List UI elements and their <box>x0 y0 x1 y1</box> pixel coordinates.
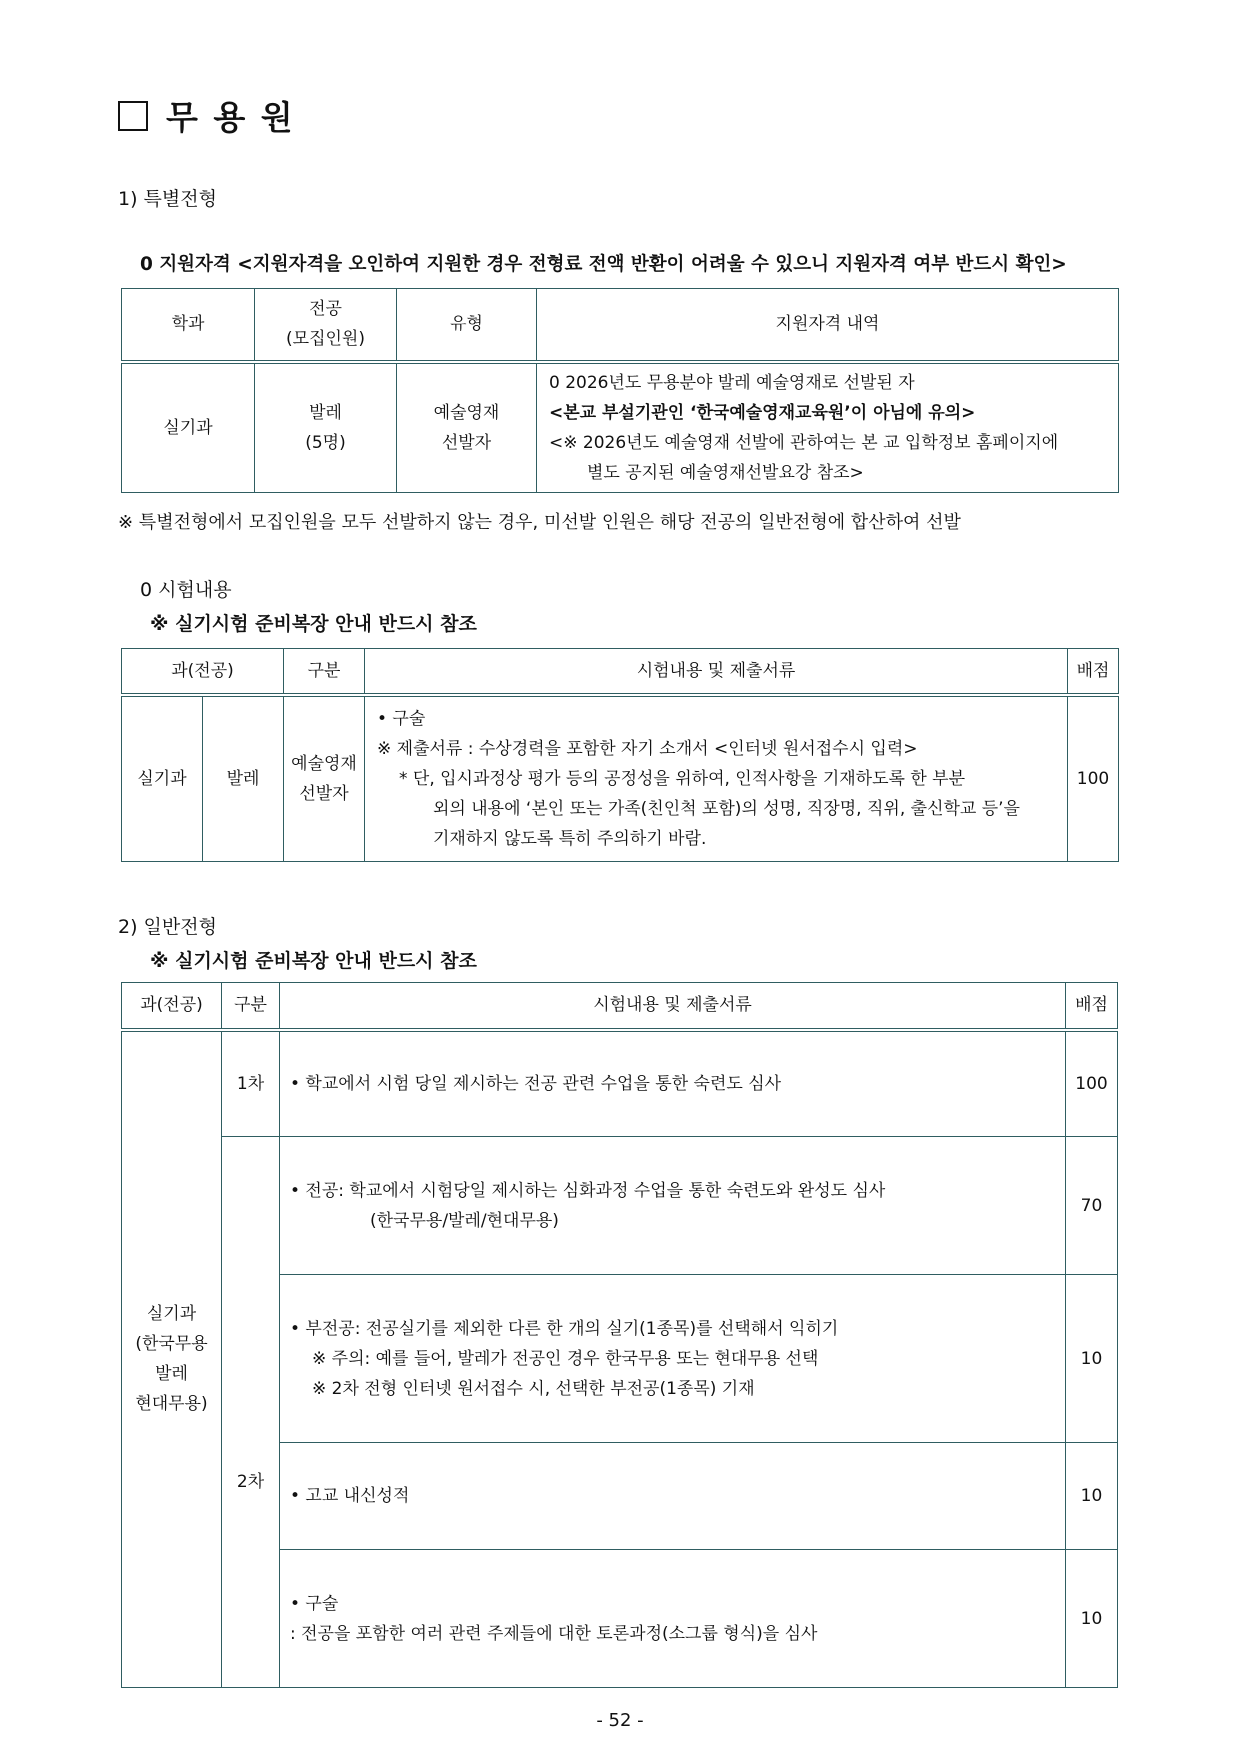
cell-dept: 실기과 (한국무용 발레 현대무용) <box>122 1030 222 1688</box>
content-line: • 구술 <box>290 1593 339 1614</box>
cell-content <box>365 695 1068 862</box>
cell-score: 100 <box>1068 695 1119 862</box>
header-category: 구분 <box>284 649 365 695</box>
header-dept: 학과 <box>122 289 255 362</box>
section1-heading: 1) 특별전형 <box>118 188 217 210</box>
cell-content <box>280 1275 1066 1443</box>
header-eligibility: 지원자격 내역 <box>537 289 1119 362</box>
table-row <box>122 695 1119 862</box>
cell-dept: 실기과 <box>122 695 203 862</box>
cell-score: 10 <box>1066 1443 1118 1550</box>
cell-dept: 실기과 <box>122 362 255 493</box>
header-content: 시험내용 및 제출서류 <box>365 649 1068 695</box>
section2-heading: 2) 일반전형 <box>118 916 217 938</box>
header-dept: 과(전공) <box>122 983 222 1030</box>
eligibility-line: <※ 2026년도 예술영재 선발에 관하여는 본 교 입학정보 홈페이지에 <box>549 432 1059 453</box>
table-row <box>122 1030 1118 1137</box>
eligibility-line: <본교 부설기관인 ‘한국예술영재교육원’이 아님에 유의> <box>549 402 976 423</box>
table-header-row <box>122 649 1119 695</box>
header-category: 구분 <box>222 983 280 1030</box>
content-line: * 단, 입시과정상 평가 등의 공정성을 위하여, 인적사항을 기재하도록 한 부분 <box>399 768 966 789</box>
table-row <box>122 1137 1118 1275</box>
page-number: - 52 - <box>596 1710 644 1731</box>
cell-content <box>280 1137 1066 1275</box>
table-header-row <box>122 983 1118 1030</box>
eligibility-table <box>121 288 1119 493</box>
cell-content <box>280 1550 1066 1688</box>
cell-type: 예술영재 선발자 <box>284 695 365 862</box>
exam-note-general: ※ 실기시험 준비복장 안내 반드시 참조 <box>150 950 477 972</box>
eligibility-heading: 0 지원자격 <지원자격을 오인하여 지원한 경우 전형료 전액 반환이 어려울 수 있으니 지원자격 여부 반드시 확인> <box>140 254 1067 275</box>
eligibility-line: 별도 공지된 예술영재선발요강 참조> <box>587 462 864 483</box>
special-admission-note: ※ 특별전형에서 모집인원을 모두 선발하지 않는 경우, 미선발 인원은 해당 전공의 일반전형에 합산하여 선발 <box>118 512 961 533</box>
content-line: • 구술 <box>377 708 426 729</box>
content-line: • 부전공: 전공실기를 제외한 다른 한 개의 실기(1종목)를 선택해서 익히기 <box>290 1318 839 1339</box>
table-header-row <box>122 289 1119 362</box>
cell-score: 10 <box>1066 1550 1118 1688</box>
cell-major: 발레 (5명) <box>255 362 397 493</box>
cell-content <box>280 1030 1066 1137</box>
content-line: • 학교에서 시험 당일 제시하는 전공 관련 수업을 통한 숙련도 심사 <box>290 1073 782 1094</box>
cell-score: 70 <box>1066 1137 1118 1275</box>
content-line: 기재하지 않도록 특히 주의하기 바람. <box>433 828 707 849</box>
cell-score: 10 <box>1066 1275 1118 1443</box>
header-score: 배점 <box>1068 649 1119 695</box>
general-exam-table <box>121 982 1118 1688</box>
header-major: 전공 (모집인원) <box>255 289 397 362</box>
cell-round-2: 2차 <box>222 1137 280 1688</box>
header-score: 배점 <box>1066 983 1118 1030</box>
content-line: : 전공을 포함한 여러 관련 주제들에 대한 토론과정(소그룹 형식)을 심사 <box>290 1623 818 1644</box>
cell-eligibility <box>537 362 1119 493</box>
content-line: ※ 제출서류 : 수상경력을 포함한 자기 소개서 <인터넷 원서접수시 입력> <box>377 738 918 759</box>
content-line: 외의 내용에 ‘본인 또는 가족(친인척 포함)의 성명, 직장명, 직위, 출신학교 등’을 <box>433 798 1020 819</box>
cell-type: 예술영재 선발자 <box>397 362 537 493</box>
eligibility-line: 0 2026년도 무용분야 발레 예술영재로 선발된 자 <box>549 372 915 393</box>
content-line: • 고교 내신성적 <box>290 1486 410 1506</box>
special-exam-table <box>121 648 1119 862</box>
table-row <box>122 362 1119 493</box>
exam-heading: 0 시험내용 <box>140 579 232 601</box>
header-content: 시험내용 및 제출서류 <box>280 983 1066 1030</box>
exam-note: ※ 실기시험 준비복장 안내 반드시 참조 <box>150 613 477 635</box>
header-dept: 과(전공) <box>122 649 284 695</box>
page-title: 무 용 원 <box>118 92 295 139</box>
content-line: • 전공: 학교에서 시험당일 제시하는 심화과정 수업을 통한 숙련도와 완성도 심사 <box>290 1180 886 1201</box>
checkbox-square-icon <box>118 101 148 131</box>
content-line: ※ 주의: 예를 들어, 발레가 전공인 경우 한국무용 또는 현대무용 선택 <box>312 1348 819 1369</box>
header-type: 유형 <box>397 289 537 362</box>
content-line: ※ 2차 전형 인터넷 원서접수 시, 선택한 부전공(1종목) 기재 <box>312 1378 755 1399</box>
cell-major: 발레 <box>203 695 284 862</box>
cell-content <box>280 1443 1066 1550</box>
cell-round-1: 1차 <box>222 1030 280 1137</box>
content-line: (한국무용/발레/현대무용) <box>370 1210 559 1231</box>
cell-score: 100 <box>1066 1030 1118 1137</box>
